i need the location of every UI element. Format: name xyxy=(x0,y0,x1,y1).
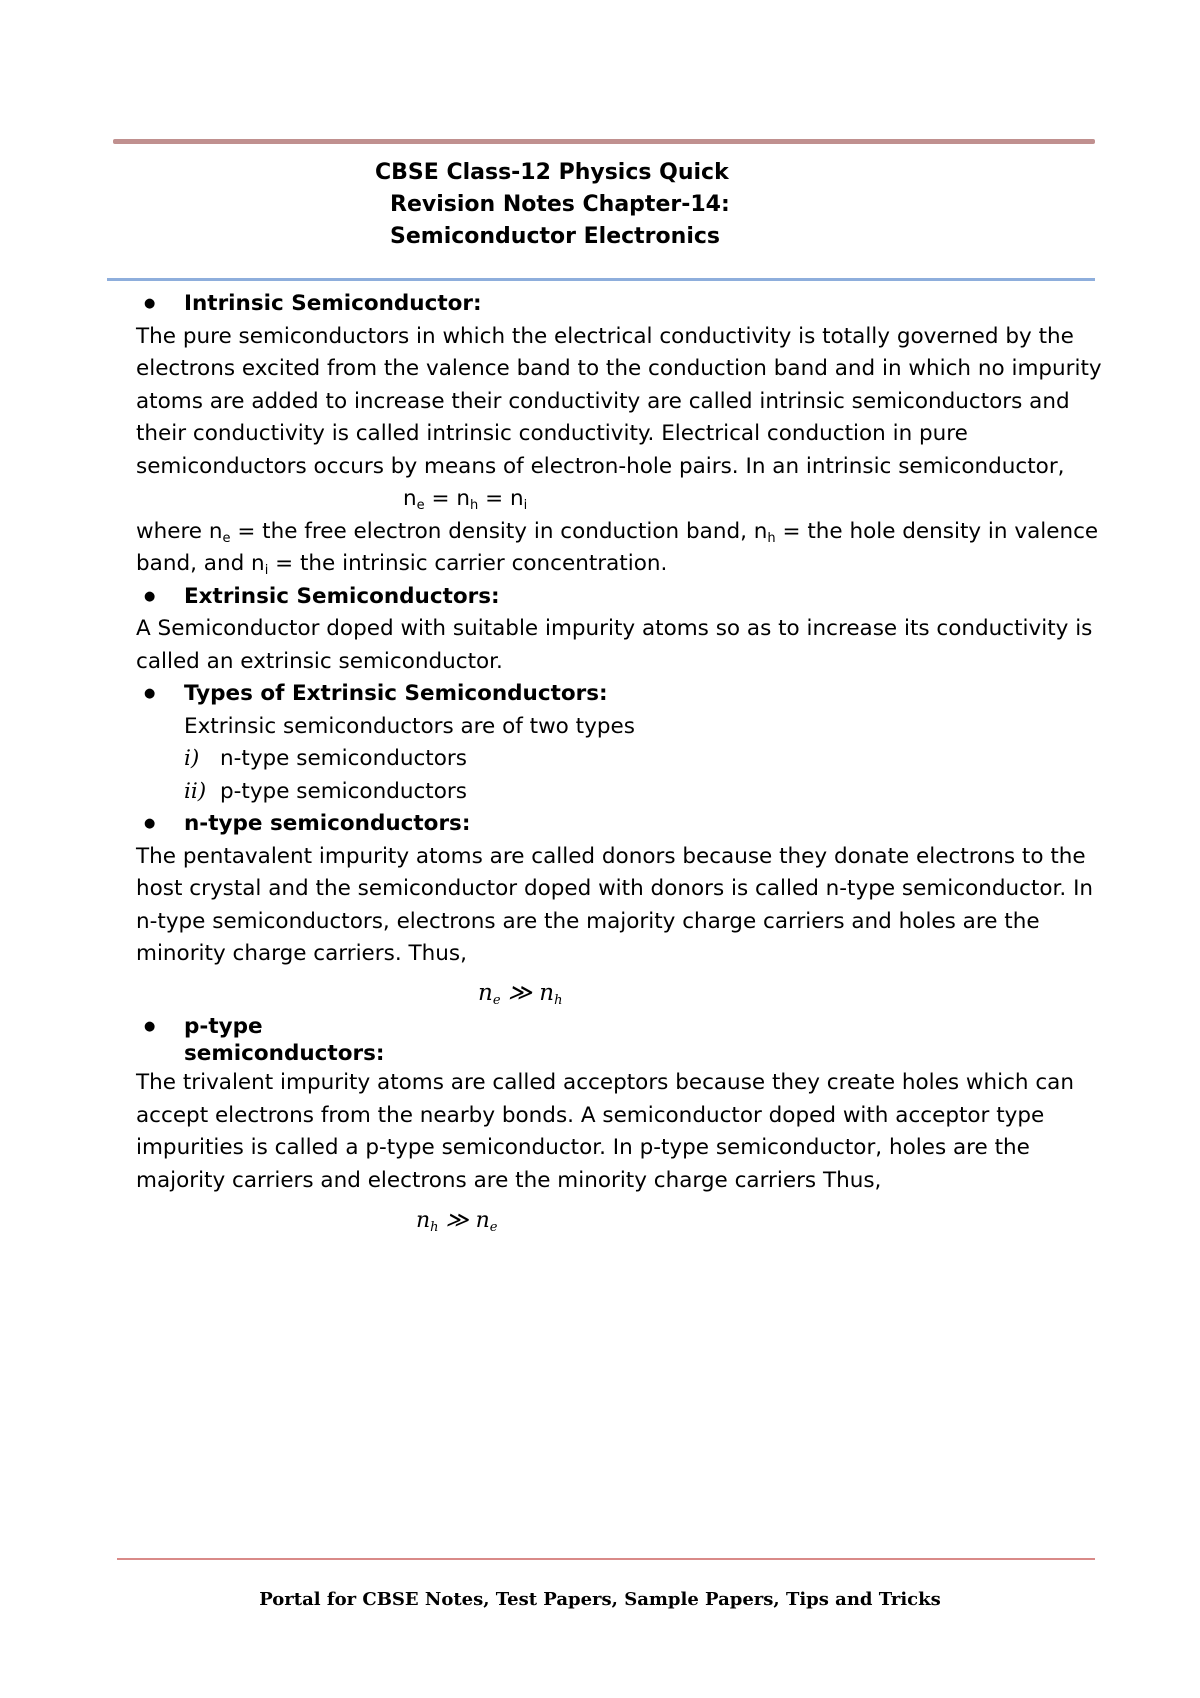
section-heading-intrinsic: ● Intrinsic Semiconductor: xyxy=(136,288,1106,321)
ntype-equation: $n_e$ ≫ $n_h$ xyxy=(478,979,563,1008)
document-body xyxy=(136,288,1106,1238)
page-title-line-1: CBSE Class-12 Physics Quick xyxy=(375,160,729,185)
list-item: ii) p-type semiconductors xyxy=(184,778,467,804)
footer-rule xyxy=(117,1558,1095,1560)
header-top-rule xyxy=(113,139,1095,144)
section-heading-types: ● Types of Extrinsic Semiconductors: xyxy=(136,678,1106,711)
intrinsic-paragraph: The pure semiconductors in which the electrical conductivity is totally governed by the electrons excited from the valence band to the conduction band and in which no impurity atoms are added to increase their conductivity are called intrinsic semiconductors and their conductivity is called intrinsic conductivity. Electrical conduction in pure semiconductors occurs by means of electron-hole pairs. In an intrinsic semiconductor, xyxy=(136,323,1102,479)
types-intro: Extrinsic semiconductors are of two types xyxy=(184,713,635,739)
page-title-line-2: Revision Notes Chapter-14: xyxy=(390,192,730,217)
intrinsic-equation: $n_e = n_h = n_i$ xyxy=(403,486,528,513)
ntype-paragraph: The pentavalent impurity atoms are called donors because they donate electrons to the host crystal and the semiconductor doped with donors is called n-type semiconductor. In n-type semiconductors, electrons are the majority charge carriers and holes are the minority charge carriers. Thus, xyxy=(136,843,1094,966)
header-bottom-rule xyxy=(107,278,1095,281)
section-heading-ntype: ● n-type semiconductors: xyxy=(136,808,1106,841)
intrinsic-where-text: where $n_e$ = the free electron density in conduction band, $n_h$ = the hole density in valence band, and $n_i$ = the intrinsic carrier concentration. xyxy=(136,518,1099,578)
page-title-line-3: Semiconductor Electronics xyxy=(390,224,720,249)
list-item: i) n-type semiconductors xyxy=(184,746,467,771)
page-footer: Portal for CBSE Notes, Test Papers, Sample Papers, Tips and Tricks xyxy=(259,1589,941,1610)
ptype-equation: $n_h$ ≫ $n_e$ xyxy=(416,1208,498,1235)
ptype-paragraph: The trivalent impurity atoms are called acceptors because they create holes which can accept electrons from the nearby bonds. A semiconductor doped with acceptor type impurities is called a p-type semiconductor. In p-type semiconductor, holes are the majority carriers and electrons are the minority charge carriers Thus, xyxy=(136,1070,1074,1193)
section-heading-extrinsic: ● Extrinsic Semiconductors: xyxy=(136,581,1106,614)
extrinsic-paragraph: A Semiconductor doped with suitable impurity atoms so as to increase its conductivity is called an extrinsic semiconductor. xyxy=(136,616,1093,674)
section-heading-ptype: ● p-type semiconductors: xyxy=(136,1013,1106,1067)
